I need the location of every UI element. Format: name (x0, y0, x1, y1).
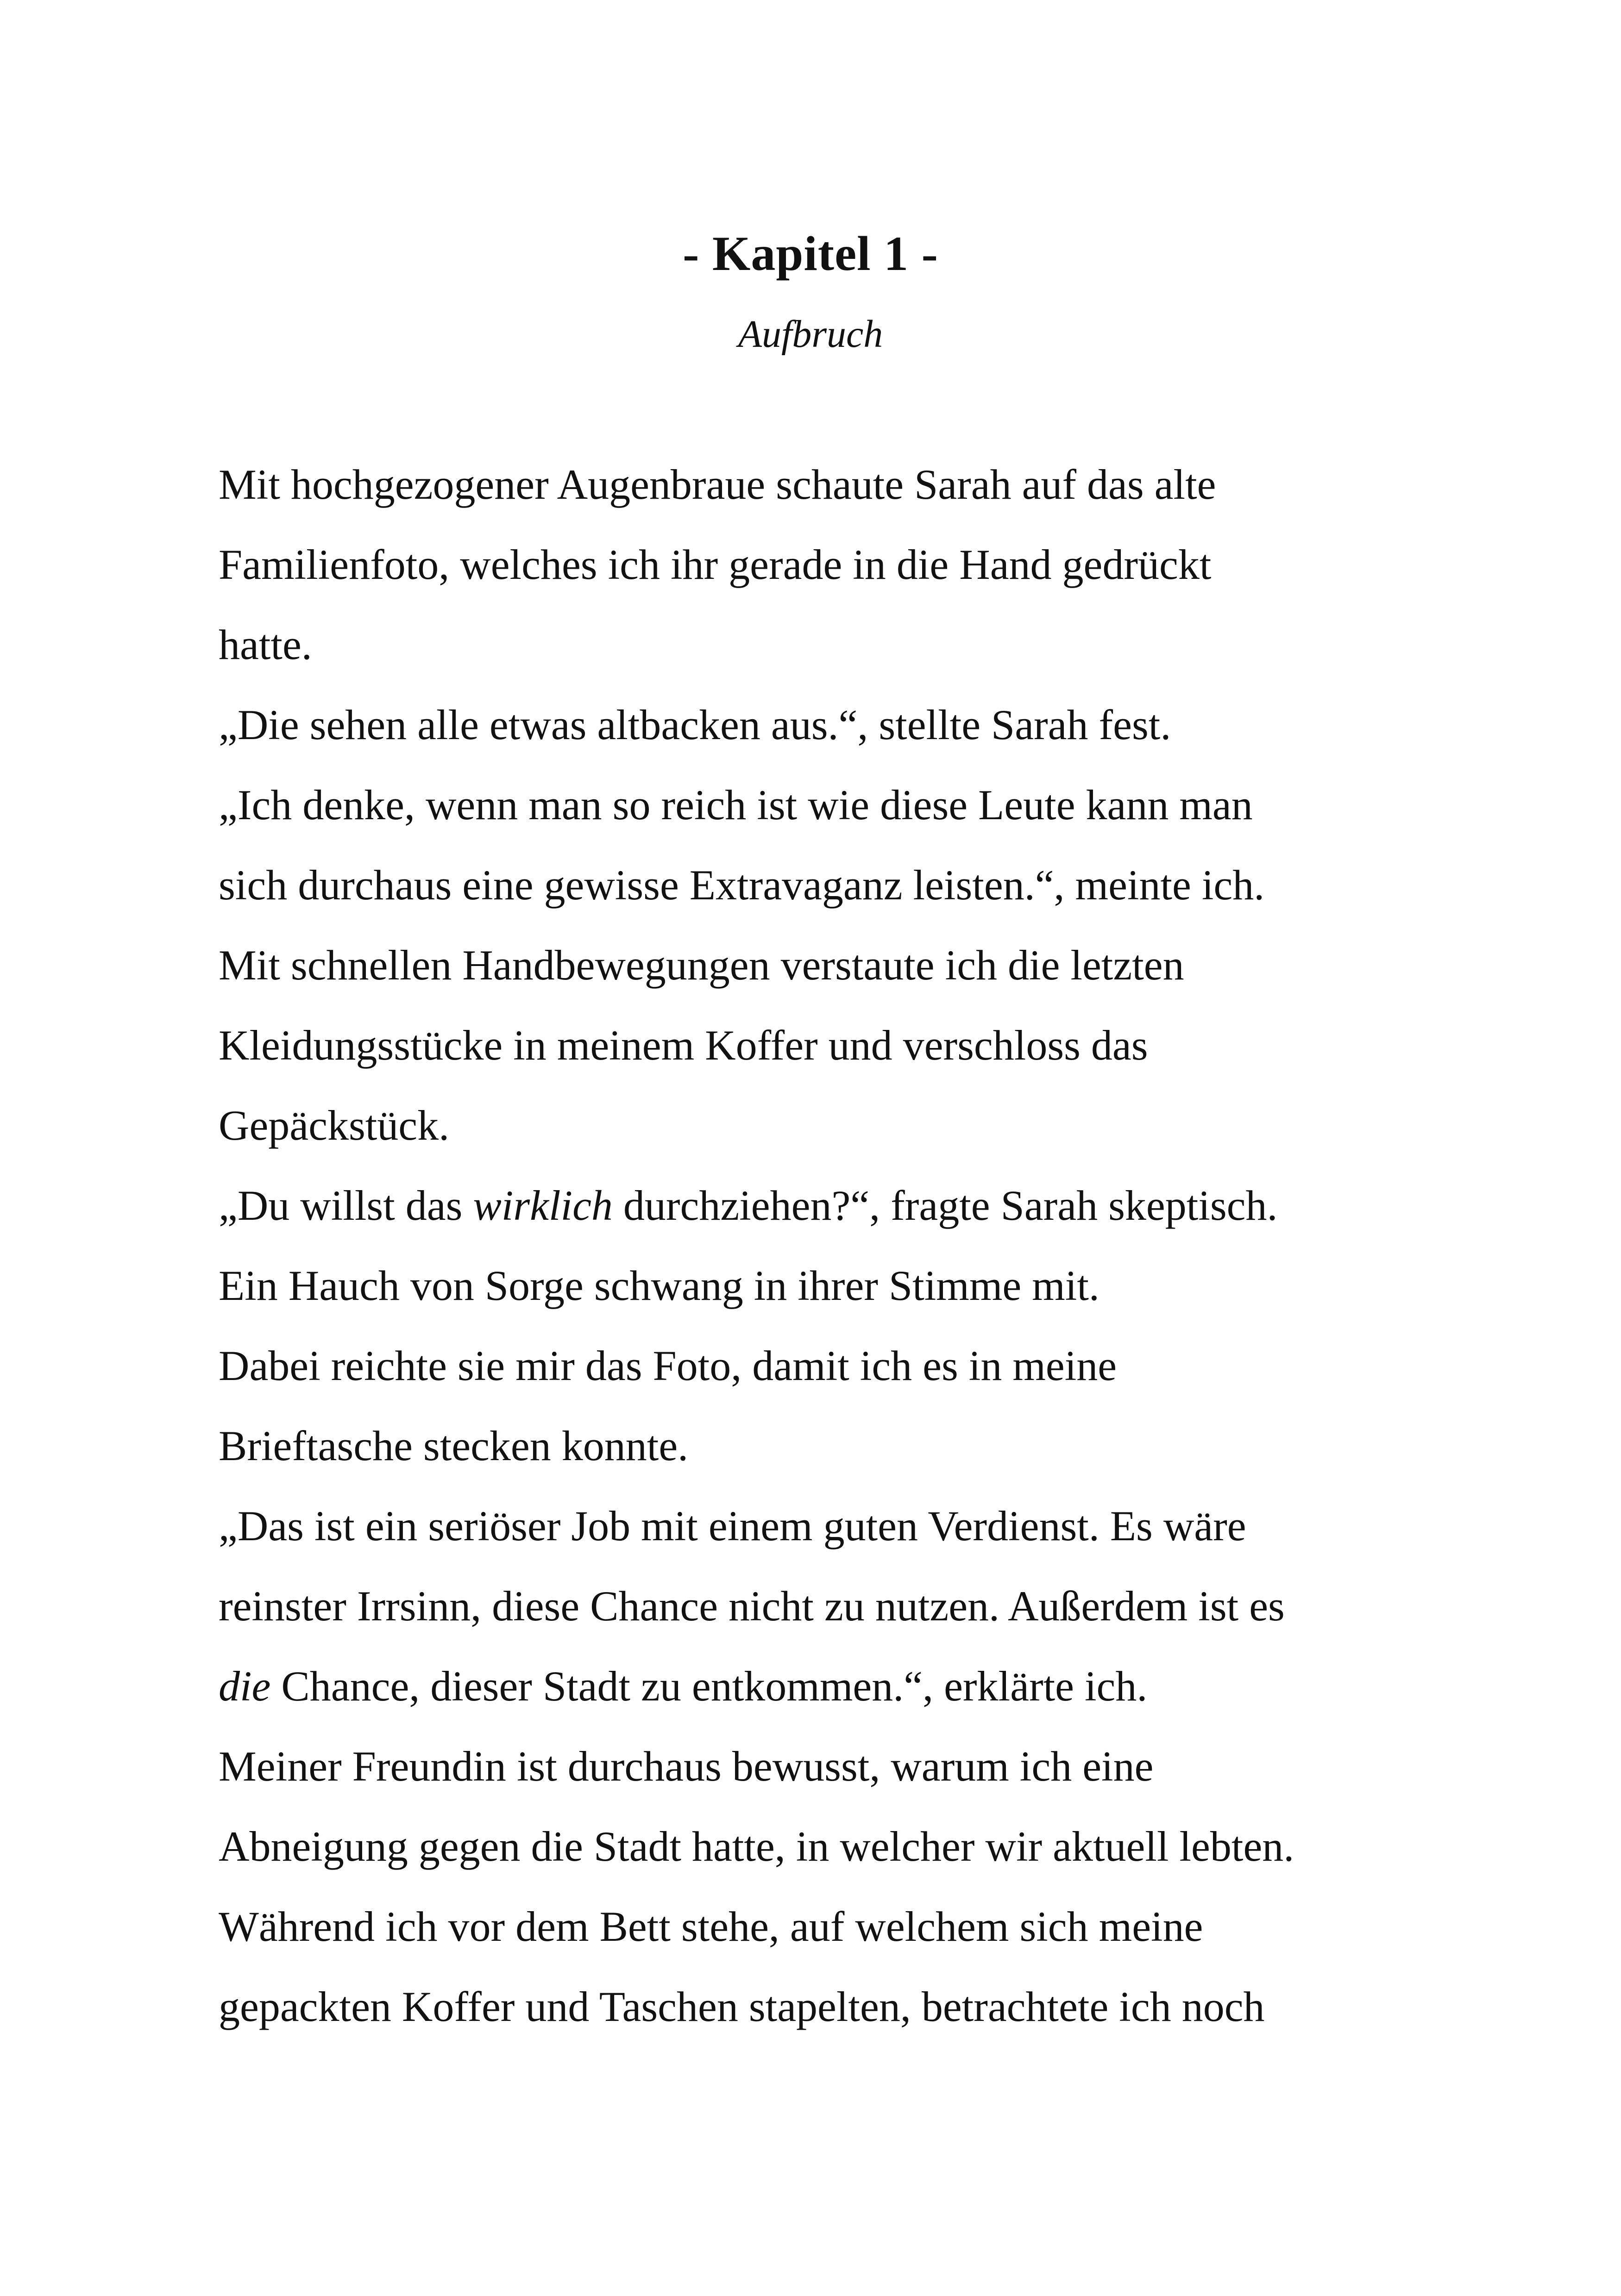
text-line: Meiner Freundin ist durchaus bewusst, warum ich eine (219, 1743, 1154, 1790)
text-line: Abneigung gegen die Stadt hatte, in welcher wir aktuell lebten. (219, 1823, 1294, 1870)
text-line (219, 1178, 1432, 1258)
text-line (219, 1658, 1432, 1738)
text-line: hatte. (219, 621, 312, 668)
text-segment: Chance, dieser Stadt zu entkommen.“, erklärte ich. (270, 1662, 1148, 1710)
text-line: „Das ist ein seriöser Job mit einem guten Verdienst. Es wäre (219, 1502, 1246, 1549)
text-line: Gepäckstück. (219, 1102, 450, 1149)
text-line: Während ich vor dem Bett stehe, auf welchem sich meine (219, 1903, 1203, 1950)
chapter-subtitle: Aufbruch (738, 313, 883, 356)
text-line: reinster Irrsinn, diese Chance nicht zu nutzen. Außerdem ist es (219, 1582, 1285, 1630)
emphasized-word: wirklich (473, 1182, 613, 1229)
text-line: Mit schnellen Handbewegungen verstaute ich die letzten (219, 941, 1184, 989)
text-segment: „Du willst das (219, 1182, 473, 1229)
text-segment: durchziehen?“, fragte Sarah skeptisch. (612, 1182, 1278, 1229)
text-line: Brieftasche stecken konnte. (219, 1422, 689, 1469)
text-line: „Die sehen alle etwas altbacken aus.“, stellte Sarah fest. (219, 701, 1171, 748)
chapter-body (219, 457, 1432, 2059)
text-line: Mit hochgezogener Augenbraue schaute Sarah auf das alte (219, 461, 1216, 508)
text-line: Ein Hauch von Sorge schwang in ihrer Stimme mit. (219, 1262, 1100, 1309)
text-line: gepackten Koffer und Taschen stapelten, betrachtete ich noch (219, 1983, 1265, 2030)
text-line: Familienfoto, welches ich ihr gerade in die Hand gedrückt (219, 541, 1212, 588)
text-line: Kleidungsstücke in meinem Koffer und verschloss das (219, 1022, 1148, 1069)
emphasized-word: die (219, 1662, 271, 1710)
text-line: sich durchaus eine gewisse Extravaganz leisten.“, meinte ich. (219, 861, 1265, 909)
text-line: „Ich denke, wenn man so reich ist wie diese Leute kann man (219, 781, 1253, 828)
chapter-title: - Kapitel 1 - (683, 226, 938, 281)
text-line: Dabei reichte sie mir das Foto, damit ich es in meine (219, 1342, 1117, 1389)
